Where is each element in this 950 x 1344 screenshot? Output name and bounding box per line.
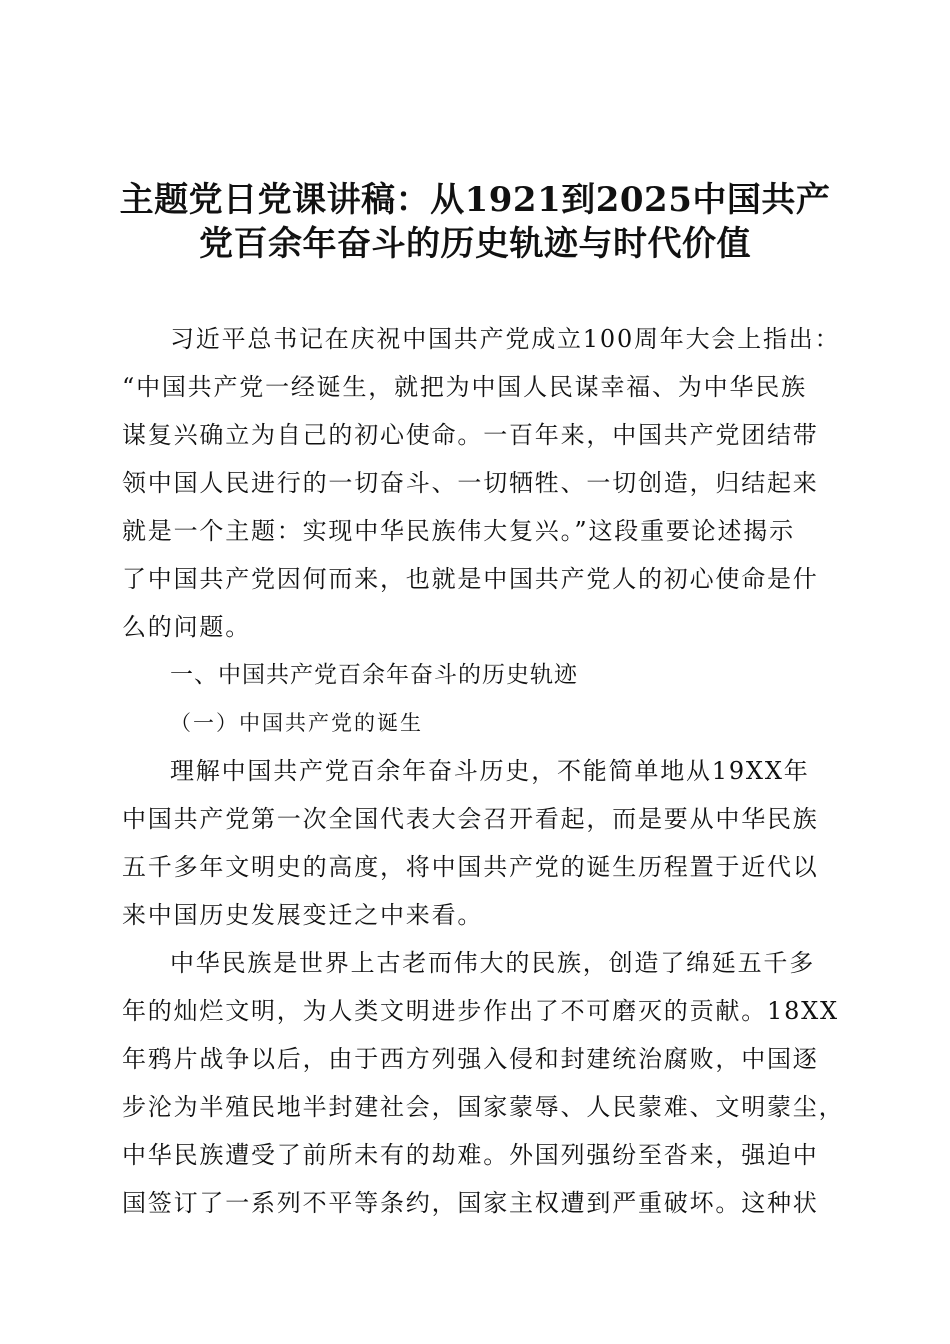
paragraph-line: 年的灿烂文明，为人类文明进步作出了不可磨灭的贡献。18XX [122, 997, 839, 1025]
paragraph-line: 理解中国共产党百余年奋斗历史，不能简单地从19XX年 [170, 757, 810, 785]
intro-paragraph-line: 领中国人民进行的一切奋斗、一切牺牲、一切创造，归结起来 [122, 469, 819, 497]
intro-paragraph-line: 就是一个主题：实现中华民族伟大复兴。”这段重要论述揭示 [122, 517, 795, 545]
paragraph-line: 国签订了一系列不平等条约，国家主权遭到严重破坏。这种状 [122, 1189, 819, 1217]
document-title-line-2: 党百余年奋斗的历史轨迹与时代价值 [199, 224, 751, 264]
intro-paragraph-line: 谋复兴确立为自己的初心使命。一百年来，中国共产党团结带 [122, 421, 819, 449]
section-heading: 一、中国共产党百余年奋斗的历史轨迹 [170, 662, 578, 688]
paragraph-line: 五千多年文明史的高度，将中国共产党的诞生历程置于近代以 [122, 853, 819, 881]
subsection-heading: （一）中国共产党的诞生 [170, 711, 423, 735]
intro-paragraph-line: “中国共产党一经诞生，就把为中国人民谋幸福、为中华民族 [122, 373, 807, 401]
paragraph-line: 来中国历史发展变迁之中来看。 [122, 901, 484, 929]
intro-paragraph-line: 么的问题。 [122, 613, 251, 641]
intro-paragraph-line: 了中国共产党因何而来，也就是中国共产党人的初心使命是什 [122, 565, 819, 593]
paragraph-line: 年鸦片战争以后，由于西方列强入侵和封建统治腐败，中国逐 [122, 1045, 819, 1073]
paragraph-line: 步沦为半殖民地半封建社会，国家蒙辱、人民蒙难、文明蒙尘， [122, 1093, 845, 1121]
paragraph-line: 中华民族是世界上古老而伟大的民族，创造了绵延五千多 [170, 949, 815, 977]
intro-paragraph-line: 习近平总书记在庆祝中国共产党成立100周年大会上指出： [170, 325, 841, 353]
document-title-line-1: 主题党日党课讲稿：从1921到2025中国共产 [119, 180, 831, 220]
paragraph-line: 中国共产党第一次全国代表大会召开看起，而是要从中华民族 [122, 805, 819, 833]
paragraph-line: 中华民族遭受了前所未有的劫难。外国列强纷至沓来，强迫中 [122, 1141, 819, 1169]
